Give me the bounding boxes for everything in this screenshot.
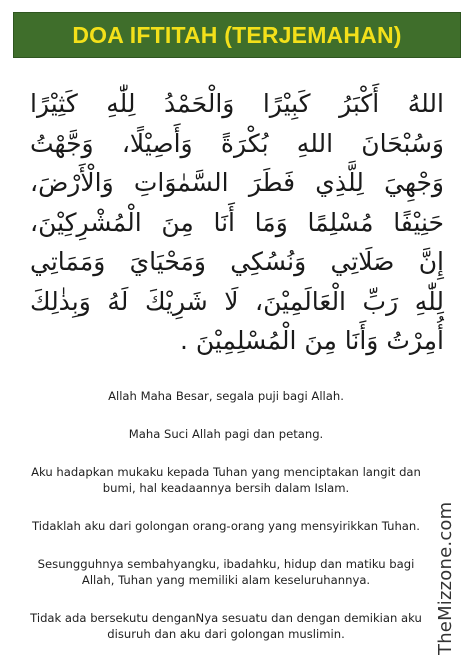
translation-paragraph: Sesungguhnya sembahyangku, ibadahku, hidup dan matiku bagi Allah, Tuhan yang memiliki alam keseluruhannya. xyxy=(37,557,415,587)
translation-paragraph: Aku hadapkan mukaku kepada Tuhan yang menciptakan langit dan bumi, hal keadaannya bersih dalam Islam. xyxy=(31,465,421,495)
arabic-line: أُمِرْتُ وَأَنَا مِنَ الْمُسْلِمِيْنَ . xyxy=(179,326,444,355)
page-title: DOA IFTITAH (TERJEMAHAN) xyxy=(72,21,402,48)
arabic-prayer-text xyxy=(30,84,444,361)
watermark: TheMizzone.com xyxy=(435,501,456,655)
arabic-line: إِنَّ صَلَاتِي وَنُسُكِي وَمَحْيَايَ وَمَمَاتِي xyxy=(30,247,444,276)
translation-paragraph: Allah Maha Besar, segala puji bagi Allah. xyxy=(108,389,344,403)
arabic-line: حَنِيْفًا مُسْلِمًا وَمَا أَنَا مِنَ الْمُشْرِكِيْنَ، xyxy=(30,207,444,237)
arabic-line: لِلّٰهِ رَبِّ الْعَالَمِيْنَ، لَا شَرِيْكَ لَهُ وَبِذٰلِكَ xyxy=(30,286,444,316)
translation-paragraph: Tidaklah aku dari golongan orang-orang yang mensyirikkan Tuhan. xyxy=(32,519,420,533)
title-banner xyxy=(13,12,461,58)
translation-paragraph: Tidak ada bersekutu denganNya sesuatu dan dengan demikian aku disuruh dan aku dari golongan muslimin. xyxy=(30,611,422,641)
translation-text xyxy=(20,388,432,664)
arabic-line: وَسُبْحَانَ اللهِ بُكْرَةً وَأَصِيْلًا، وَجَّهْتُ xyxy=(30,128,444,158)
translation-paragraph: Maha Suci Allah pagi dan petang. xyxy=(128,427,324,441)
arabic-line: وَجْهِيَ لِلَّذِي فَطَرَ السَّمٰوَاتِ وَالْأَرْضَ، xyxy=(30,168,444,197)
arabic-line: اللهُ أَكْبَرُ كَبِيْرًا وَالْحَمْدُ لِلّٰهِ كَثِيْرًا xyxy=(30,89,444,118)
